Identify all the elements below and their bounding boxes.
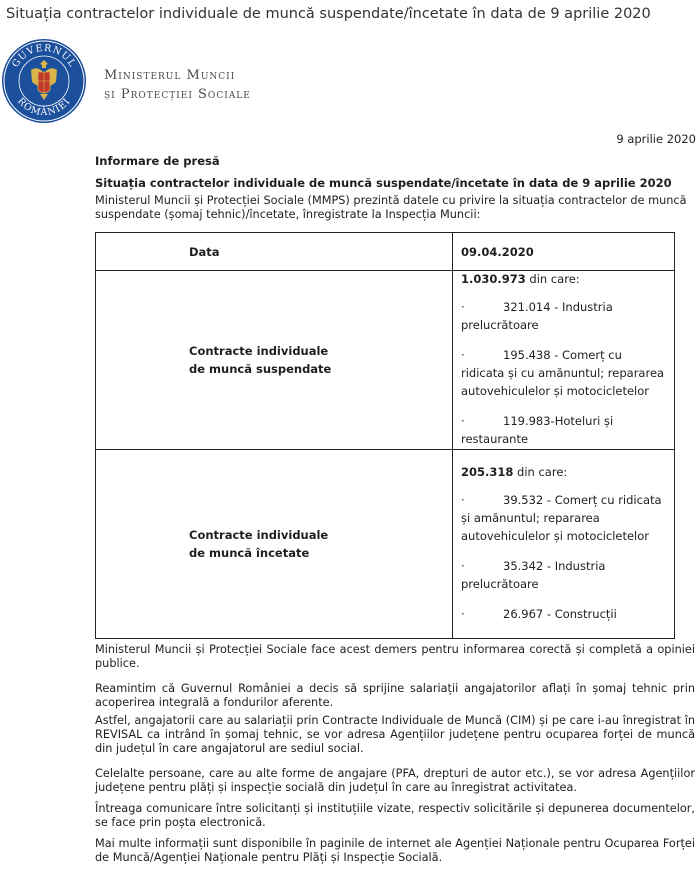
press-release-title: Situația contractelor individuale de muncă suspendate/încetate în data de 9 aprilie 2020: [95, 176, 672, 190]
total-suffix: din care:: [525, 272, 580, 286]
ministry-line1: Ministerul Muncii: [104, 68, 236, 83]
table-header-row: [96, 233, 675, 271]
intro-paragraph: Ministerul Muncii și Protecției Sociale (MMPS) prezintă datele cu privire la situația contractelor de muncă suspendate (șomaj tehnic)/încetate, înregistrate la Inspecția Muncii:: [95, 194, 687, 221]
paragraph-more-info: Mai multe informații sunt disponibile în paginile de internet ale Agenției Naționale pentru Ocuparea Forței de Muncă/Agenției Naționale pentru Plăți și Inspecție Socială.: [95, 837, 695, 864]
contracts-table: [95, 232, 675, 639]
paragraph-communication: Întreaga comunicare între solicitanți și instituțiile vizate, respectiv solicitările și depunerea documentelor, se face prin poșta electronică.: [95, 802, 695, 829]
total-suffix: din care:: [513, 465, 568, 479]
total-value: 205.318: [461, 465, 514, 479]
press-release-label: Informare de presă: [95, 154, 220, 168]
row-label-text: Contracte individuale de muncă încetate: [189, 528, 329, 560]
page-title: Situația contractelor individuale de muncă suspendate/încetate în data de 9 aprilie 2020: [6, 6, 651, 22]
emblem-top-text: GUVERNUL: [10, 42, 78, 70]
list-item: · 26.967 - Construcții: [461, 607, 617, 621]
press-date: 9 aprilie 2020: [616, 132, 696, 146]
row-label-text: Contracte individuale de muncă suspendate: [189, 344, 332, 376]
header-label: Data: [96, 233, 453, 271]
list-item: · 195.438 - Comerț cu ridicata și cu amănuntul; repararea autovehiculelor și motocicletelor: [461, 348, 665, 398]
row-label-terminated: [96, 450, 453, 639]
government-emblem-logo: [1, 38, 87, 124]
paragraph-employers: Astfel, angajatorii care au salariații prin Contracte Individuale de Muncă (CIM) și pe care i-au înregistrat în REVISAL ca intrând în șomaj tehnic, se vor adresa Agențiilor județene pentru ocuparea forței de muncă din județul în care angajatorul are sediul social.: [95, 714, 695, 755]
list-item: · 119.983-Hoteluri și restaurante: [461, 414, 614, 446]
emblem-bottom-text: ROMÂNIEI: [15, 95, 73, 119]
list-item: · 321.014 - Industria prelucrătoare: [461, 300, 613, 332]
total-value: 1.030.973: [461, 272, 526, 286]
table-row: [96, 450, 675, 639]
row-label-suspended: [96, 271, 453, 450]
table-row: [96, 271, 675, 450]
paragraph-government-support: Reamintim că Guvernul României a decis să sprijine salariații angajatorilor aflați în șomaj tehnic prin acoperirea integrală a fondurilor aferente.: [95, 682, 695, 709]
ministry-line2: și Protecției Sociale: [104, 87, 251, 102]
list-item: · 39.532 - Comerț cu ridicata și amănuntul; repararea autovehiculelor și motocicletelor: [461, 493, 662, 543]
ministry-name: [104, 66, 251, 104]
list-item: · 35.342 - Industria prelucrătoare: [461, 559, 606, 591]
header-value: 09.04.2020: [453, 233, 675, 271]
row-detail-terminated: [453, 450, 675, 639]
paragraph-other-persons: Celelalte persoane, care au alte forme de angajare (PFA, drepturi de autor etc.), se vor adresa Agențiilor județene pentru plăți și inspecție socială din județul în care au înregistrat activitatea.: [95, 767, 695, 794]
row-detail-suspended: [453, 271, 675, 450]
paragraph-purpose: Ministerul Muncii și Protecției Sociale face acest demers pentru informarea corectă și completă a opiniei publice.: [95, 643, 695, 670]
